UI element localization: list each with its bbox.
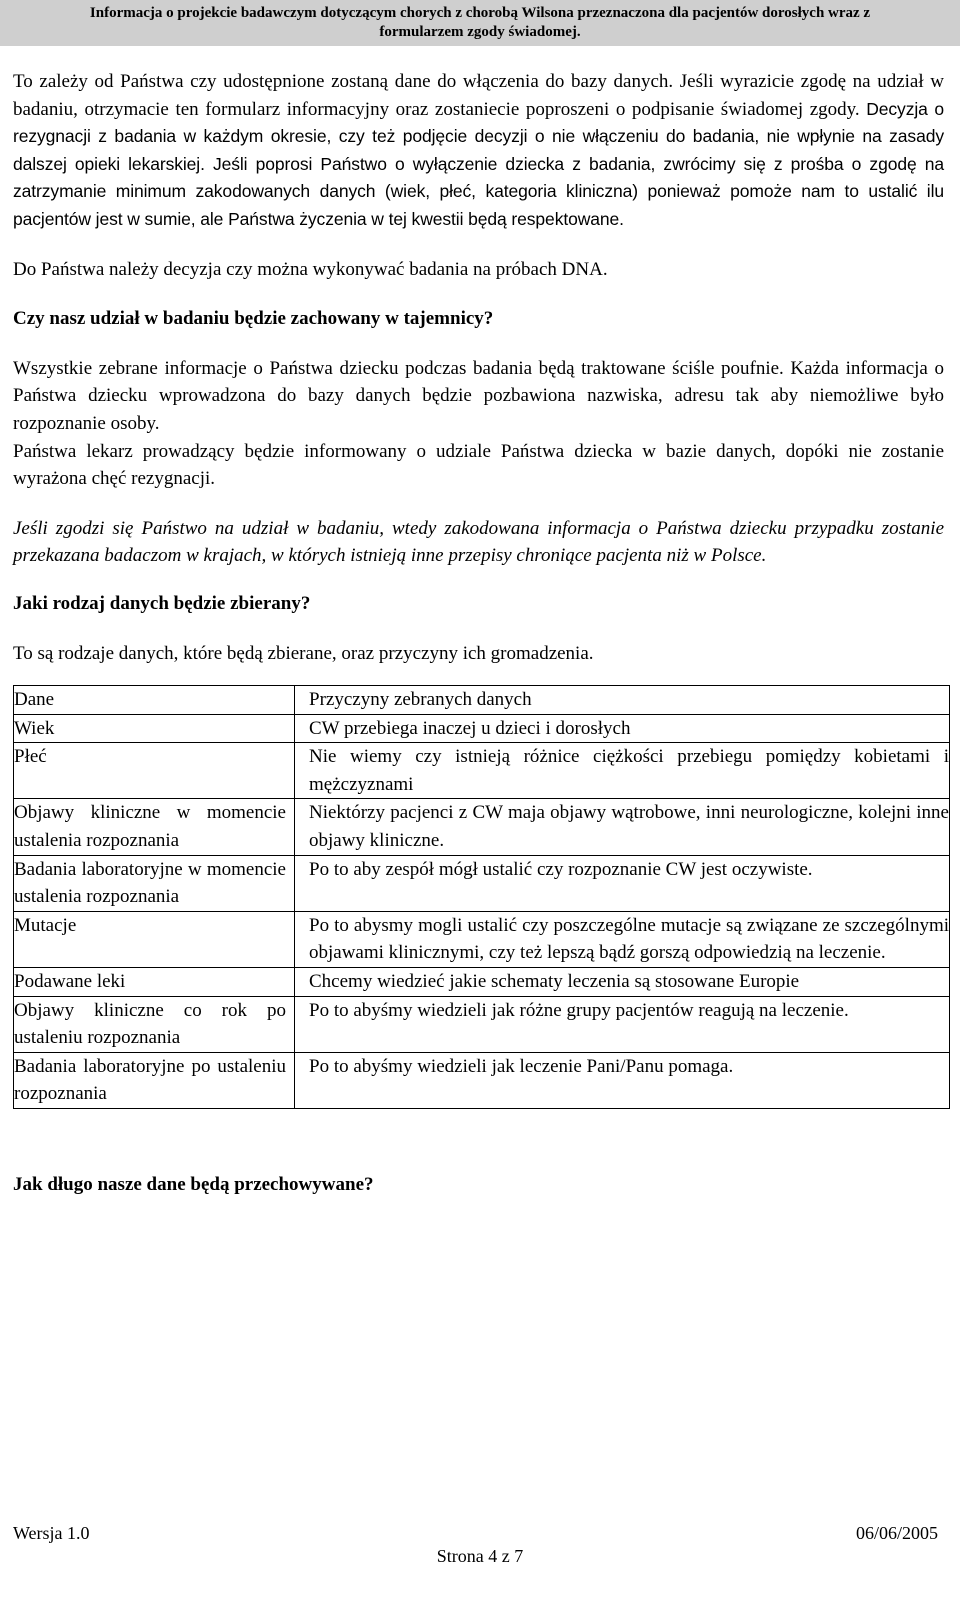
table-cell-reason: Chcemy wiedzieć jakie schematy leczenia są stosowane Europie — [295, 968, 950, 997]
table-cell-reason: Po to abyśmy wiedzieli jak leczenie Pani/Panu pomaga. — [295, 1052, 950, 1108]
table-cell-reason: Niektórzy pacjenci z CW maja objawy wątrobowe, inni neurologiczne, kolejni inne objawy kliniczne. — [295, 799, 950, 855]
table-cell-data: Wiek — [14, 714, 295, 743]
table-cell-data: Badania laboratoryjne w momencie ustalenia rozpoznania — [14, 855, 295, 911]
footer-version: Wersja 1.0 — [13, 1523, 90, 1543]
table-cell-data: Płeć — [14, 743, 295, 799]
table-row — [14, 714, 950, 743]
table-row — [14, 1052, 950, 1108]
table-cell-data: Mutacje — [14, 911, 295, 967]
table-cell-data: Objawy kliniczne w momencie ustalenia rozpoznania — [14, 799, 295, 855]
table-cell-reason: Po to abyśmy wiedzieli jak różne grupy pacjentów reagują na leczenie. — [295, 996, 950, 1052]
data-types-heading: Jaki rodzaj danych będzie zbierany? — [13, 592, 311, 614]
table-cell-reason: Po to abysmy mogli ustalić czy poszczególne mutacje są związane ze szczególnymi objawami klinicznymi, czy też lepszą bądź gorszą odpowiedzią na leczenie. — [295, 911, 950, 967]
confidentiality-heading: Czy nasz udział w badaniu będzie zachowany w tajemnicy? — [13, 308, 494, 330]
intro-serif-text: To zależy od Państwa czy udostępnione zostaną dane do włączenia do bazy danych. Jeśli wyrazicie zgodę na udział w badaniu, otrzymacie ten formularz informacyjny oraz zostaniecie poproszeni o podpisanie świadomej zgody. — [13, 71, 944, 120]
page-header — [0, 0, 960, 46]
table-row — [14, 799, 950, 855]
confidentiality-paragraph-2: Państwa lekarz prowadzący będzie informowany o udziale Państwa dziecka w bazie danych, dopóki nie zostanie wyrażona chęć rezygnacji. — [13, 440, 944, 490]
header-line-2: formularzem zgody świadomej. — [379, 24, 581, 40]
intro-paragraph — [13, 68, 944, 234]
table-row — [14, 911, 950, 967]
table-header-row — [14, 686, 950, 715]
table-row — [14, 996, 950, 1052]
storage-heading: Jak długo nasze dane będą przechowywane? — [13, 1174, 374, 1195]
table-row — [14, 855, 950, 911]
confidentiality-paragraph-3: Jeśli zgodzi się Państwo na udział w badaniu, wtedy zakodowana informacja o Państwa dziecku przypadku zostanie przekazana badaczom w krajach, w których istnieją inne przepisy chroniące pacjenta niż w Polsce. — [13, 517, 944, 567]
document-body — [13, 68, 949, 1199]
table-cell-reason: Nie wiemy czy istnieją różnice ciężkości przebiegu pomiędzy kobietami i mężczyznami — [295, 743, 950, 799]
table-cell-data: Badania laboratoryjne po ustaleniu rozpoznania — [14, 1052, 295, 1108]
data-types-intro: To są rodzaje danych, które będą zbierane, oraz przyczyny ich gromadzenia. — [13, 642, 594, 664]
table-row — [14, 968, 950, 997]
data-types-table — [13, 685, 950, 1109]
table-row — [14, 743, 950, 799]
header-line-1: Informacja o projekcie badawczym dotyczącym chorych z chorobą Wilsona przeznaczona dla pacjentów dorosłych wraz z — [89, 5, 871, 21]
confidentiality-paragraph-1: Wszystkie zebrane informacje o Państwa dziecku podczas badania będą traktowane ściśle poufnie. Każda informacja o Państwa dziecku wprowadzona do bazy danych będzie pozbawiona nazwiska, adresu tak aby niemożliwe było rozpoznanie osoby. — [13, 357, 944, 434]
table-cell-data: Podawane leki — [14, 968, 295, 997]
intro-sans-text: Decyzja o rezygnacji z badania w każdym okresie, czy też podjęcie decyzji o nie włączeniu do badania, nie wpłynie na zasady dalszej opieki lekarskiej. Jeśli poprosi Państwo o wyłączenie dziecka z badania, zwrócimy się z prośba o zgodę na zatrzymanie minimum zakodowanych danych (wiek, płeć, kategoria kliniczna) ponieważ pomoże nam to ustalić ilu pacjentów jest w sumie, ale Państwa życzenia w tej kwestii będą respektowane. — [13, 98, 944, 229]
table-cell-reason: CW przebiega inaczej u dzieci i dorosłych — [295, 714, 950, 743]
footer-page-number: Strona 4 z 7 — [436, 1546, 524, 1566]
table-cell-reason: Po to aby zespół mógł ustalić czy rozpoznanie CW jest oczywiste. — [295, 855, 950, 911]
table-header-reason: Przyczyny zebranych danych — [295, 686, 950, 715]
footer-date: 06/06/2005 — [855, 1523, 938, 1543]
dna-paragraph: Do Państwa należy decyzja czy można wykonywać badania na próbach DNA. — [13, 258, 608, 280]
table-cell-data: Objawy kliniczne co rok po ustaleniu rozpoznania — [14, 996, 295, 1052]
table-header-data: Dane — [14, 686, 295, 715]
